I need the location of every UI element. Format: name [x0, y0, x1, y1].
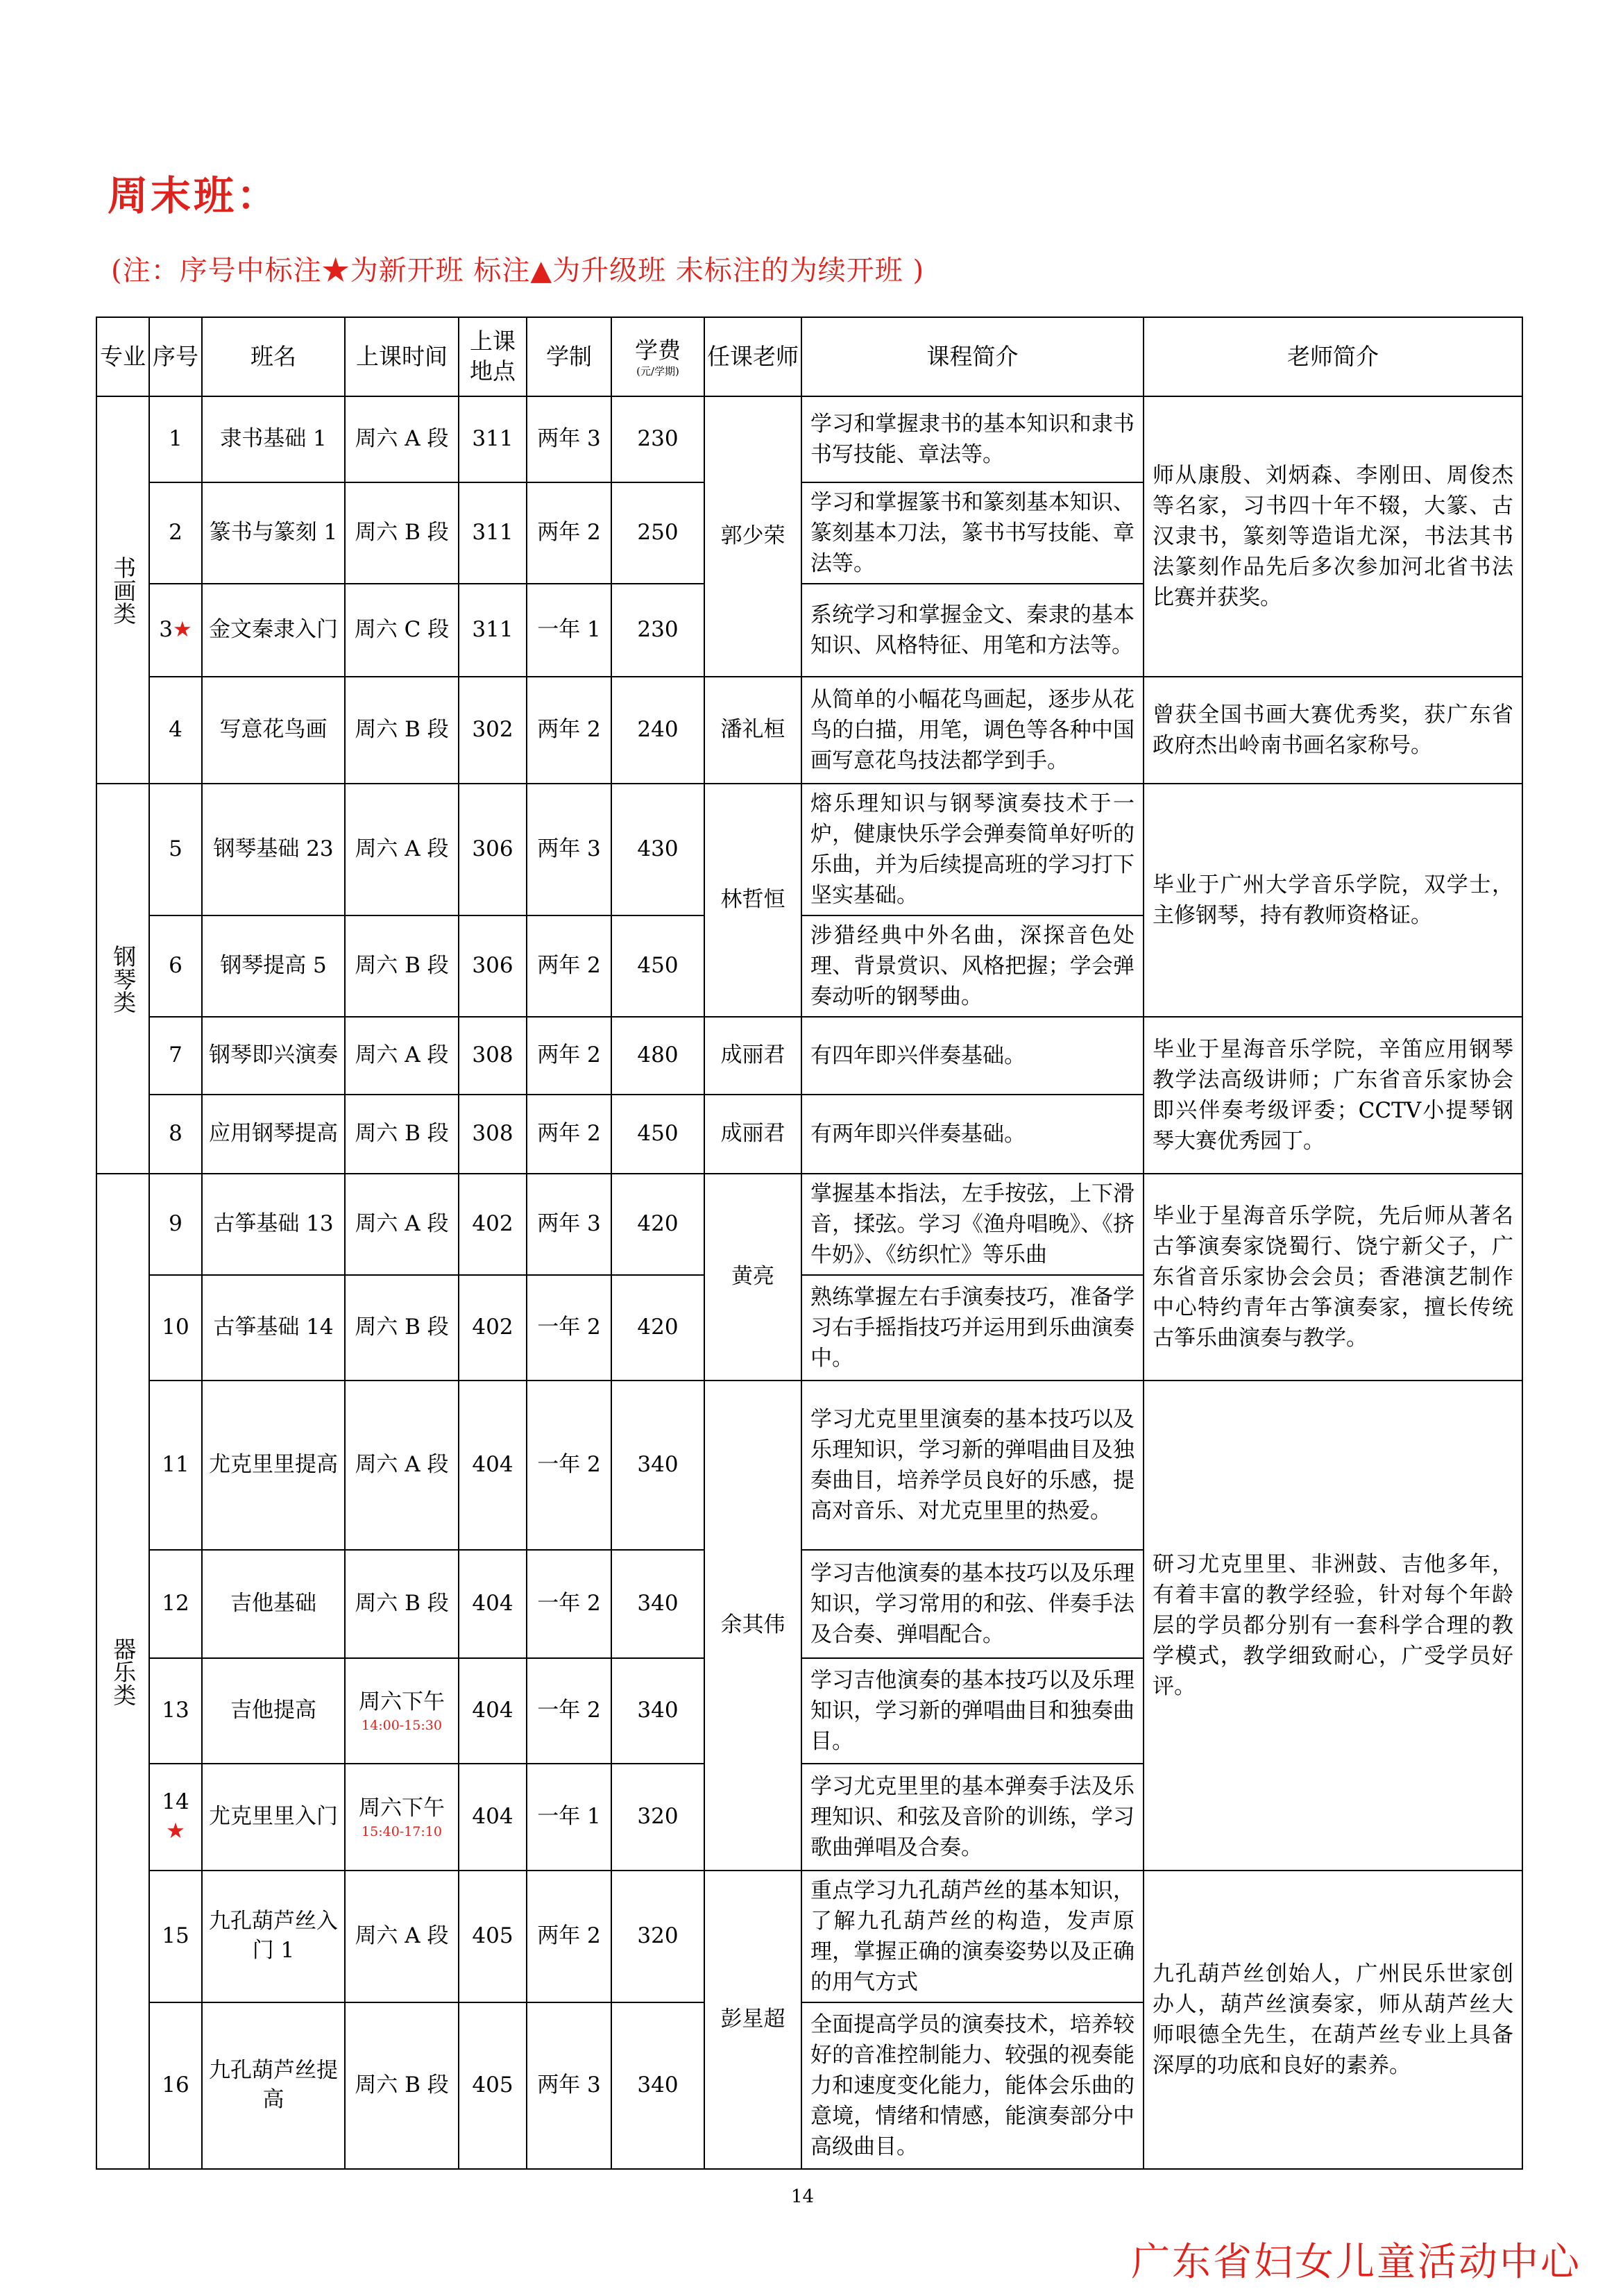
- organization-footer: 广东省妇女儿童活动中心: [1131, 2240, 1581, 2285]
- class-duration: 一年 2: [527, 1550, 611, 1658]
- class-time: 周六 B 段: [345, 1550, 459, 1658]
- table-row: [96, 1381, 1522, 1550]
- class-duration: 两年 3: [527, 396, 611, 482]
- class-time: 周六 C 段: [345, 584, 459, 677]
- course-intro: 重点学习九孔葫芦丝的基本知识，了解九孔葫芦丝的构造，发声原理，掌握正确的演奏姿势以及正确的用气方式: [801, 1871, 1144, 2002]
- class-fee: 230: [611, 396, 704, 482]
- row-no: 6: [149, 915, 202, 1017]
- class-room: 402: [459, 1174, 527, 1275]
- class-time: 周六 B 段: [345, 915, 459, 1017]
- course-intro: 掌握基本指法，左手按弦，上下滑音，揉弦。学习《渔舟唱晚》、《挤牛奶》、《纺织忙》等乐曲: [801, 1174, 1144, 1275]
- class-time: 周六 B 段: [345, 2002, 459, 2169]
- class-duration: 两年 2: [527, 915, 611, 1017]
- table-row: [96, 784, 1522, 915]
- header-course-intro: 课程简介: [801, 317, 1144, 396]
- row-no: 10: [149, 1275, 202, 1381]
- class-duration: 两年 3: [527, 1174, 611, 1275]
- teacher-intro: 研习尤克里里、非洲鼓、吉他多年，有着丰富的教学经验，针对每个年龄层的学员都分别有一套科学合理的教学模式，教学细致耐心，广受学员好评。: [1144, 1381, 1522, 1871]
- class-name: 篆书与篆刻 1: [202, 482, 345, 584]
- course-intro: 学习尤克里里演奏的基本技巧以及乐理知识，学习新的弹唱曲目及独奏曲目，培养学员良好的乐感，提高对音乐、对尤克里里的热爱。: [801, 1381, 1144, 1550]
- class-duration: 一年 1: [527, 584, 611, 677]
- class-duration: 两年 3: [527, 2002, 611, 2169]
- class-fee: 420: [611, 1275, 704, 1381]
- header-major: 专业: [96, 317, 149, 396]
- class-name: 应用钢琴提高: [202, 1095, 345, 1174]
- table-row: [96, 1174, 1522, 1275]
- teacher-intro: 师从康殷、刘炳森、李刚田、周俊杰等名家，习书四十年不辍，大篆、古汉隶书，篆刻等造诣尤深，书法其书法篆刻作品先后多次参加河北省书法比赛并获奖。: [1144, 396, 1522, 677]
- class-room: 404: [459, 1658, 527, 1764]
- teacher-name: 潘礼桓: [704, 677, 801, 784]
- class-name: 九孔葫芦丝提高: [202, 2002, 345, 2169]
- table-row: [96, 1017, 1522, 1095]
- class-time: 周六 B 段: [345, 482, 459, 584]
- header-no: 序号: [149, 317, 202, 396]
- class-fee: 240: [611, 677, 704, 784]
- class-name: 古筝基础 14: [202, 1275, 345, 1381]
- class-name: 尤克里里提高: [202, 1381, 345, 1550]
- class-duration: 一年 2: [527, 1381, 611, 1550]
- class-room: 308: [459, 1017, 527, 1095]
- teacher-name: 郭少荣: [704, 396, 801, 677]
- class-fee: 450: [611, 915, 704, 1017]
- page-title: 周末班：: [108, 172, 280, 219]
- row-no: 3★: [149, 584, 202, 677]
- class-time: 周六 A 段: [345, 1174, 459, 1275]
- class-fee: 340: [611, 1381, 704, 1550]
- course-intro: 全面提高学员的演奏技术，培养较好的音准控制能力、较强的视奏能力和速度变化能力，能体会乐曲的意境，情绪和情感，能演奏部分中高级曲目。: [801, 2002, 1144, 2169]
- row-no: 7: [149, 1017, 202, 1095]
- teacher-intro: 曾获全国书画大赛优秀奖，获广东省政府杰出岭南书画名家称号。: [1144, 677, 1522, 784]
- legend-note: (注：序号中标注★为新开班 标注▲为升级班 未标注的为续开班 ): [111, 255, 925, 287]
- class-fee: 320: [611, 1871, 704, 2002]
- class-fee: 340: [611, 1550, 704, 1658]
- class-fee: 340: [611, 1658, 704, 1764]
- teacher-intro: 毕业于广州大学音乐学院，双学士，主修钢琴，持有教师资格证。: [1144, 784, 1522, 1017]
- row-no: 14 ★: [149, 1764, 202, 1871]
- row-no: 1: [149, 396, 202, 482]
- class-name: 钢琴基础 23: [202, 784, 345, 915]
- course-intro: 学习吉他演奏的基本技巧以及乐理知识，学习常用的和弦、伴奏手法及合奏、弹唱配合。: [801, 1550, 1144, 1658]
- class-fee: 340: [611, 2002, 704, 2169]
- header-time: 上课时间: [345, 317, 459, 396]
- header-duration: 学制: [527, 317, 611, 396]
- class-name: 写意花鸟画: [202, 677, 345, 784]
- course-intro: 有四年即兴伴奏基础。: [801, 1017, 1144, 1095]
- teacher-intro: 毕业于星海音乐学院，先后师从著名古筝演奏家饶蜀行、饶宁新父子，广东省音乐家协会会员；香港演艺制作中心特约青年古筝演奏家，擅长传统古筝乐曲演奏与教学。: [1144, 1174, 1522, 1381]
- class-name: 古筝基础 13: [202, 1174, 345, 1275]
- class-room: 306: [459, 915, 527, 1017]
- class-duration: 两年 2: [527, 1095, 611, 1174]
- class-room: 308: [459, 1095, 527, 1174]
- class-name: 吉他提高: [202, 1658, 345, 1764]
- class-duration: 两年 3: [527, 784, 611, 915]
- course-intro: 学习尤克里里的基本弹奏手法及乐理知识、和弦及音阶的训练，学习歌曲弹唱及合奏。: [801, 1764, 1144, 1871]
- table-row: [96, 1871, 1522, 2002]
- course-intro: 学习吉他演奏的基本技巧以及乐理知识，学习新的弹唱曲目和独奏曲目。: [801, 1658, 1144, 1764]
- fee-unit: (元/学期): [636, 365, 679, 378]
- class-duration: 两年 2: [527, 482, 611, 584]
- class-room: 302: [459, 677, 527, 784]
- fee-label: 学费: [635, 336, 681, 364]
- teacher-name: 林哲恒: [704, 784, 801, 1017]
- page-number: 14: [791, 2186, 815, 2207]
- class-fee: 480: [611, 1017, 704, 1095]
- teacher-name: 彭星超: [704, 1871, 801, 2169]
- course-intro: 从简单的小幅花鸟画起，逐步从花鸟的白描，用笔，调色等各种中国画写意花鸟技法都学到手。: [801, 677, 1144, 784]
- row-no: 8: [149, 1095, 202, 1174]
- header-class-name: 班名: [202, 317, 345, 396]
- class-room: 404: [459, 1550, 527, 1658]
- class-duration: 两年 2: [527, 1871, 611, 2002]
- header-room: 上课地点: [459, 317, 527, 396]
- course-intro: 系统学习和掌握金文、秦隶的基本知识、风格特征、用笔和方法等。: [801, 584, 1144, 677]
- row-no: 9: [149, 1174, 202, 1275]
- class-room: 311: [459, 396, 527, 482]
- teacher-name: 成丽君: [704, 1095, 801, 1174]
- category-instruments: 器乐类: [96, 1174, 149, 2169]
- course-intro: 涉猎经典中外名曲，深探音色处理、背景赏识、风格把握；学会弹奏动听的钢琴曲。: [801, 915, 1144, 1017]
- teacher-name: 黄亮: [704, 1174, 801, 1381]
- class-name: 尤克里里入门: [202, 1764, 345, 1871]
- class-room: 405: [459, 2002, 527, 2169]
- table-row: [96, 396, 1522, 482]
- class-time: 周六 A 段: [345, 396, 459, 482]
- teacher-name: 成丽君: [704, 1017, 801, 1095]
- class-room: 405: [459, 1871, 527, 2002]
- teacher-intro: 毕业于星海音乐学院，辛笛应用钢琴教学法高级讲师；广东省音乐家协会即兴伴奏考级评委；CCTV小提琴钢琴大赛优秀园丁。: [1144, 1017, 1522, 1174]
- class-duration: 一年 1: [527, 1764, 611, 1871]
- course-intro: 熟练掌握左右手演奏技巧，准备学习右手摇指技巧并运用到乐曲演奏中。: [801, 1275, 1144, 1381]
- class-name: 钢琴即兴演奏: [202, 1017, 345, 1095]
- class-room: 402: [459, 1275, 527, 1381]
- class-duration: 一年 2: [527, 1275, 611, 1381]
- class-duration: 两年 2: [527, 677, 611, 784]
- row-no: 11: [149, 1381, 202, 1550]
- class-room: 404: [459, 1764, 527, 1871]
- row-no: 2: [149, 482, 202, 584]
- course-table: [96, 316, 1523, 2170]
- category-calligraphy: 书画类: [96, 396, 149, 784]
- row-no: 4: [149, 677, 202, 784]
- row-no: 13: [149, 1658, 202, 1764]
- class-name: 钢琴提高 5: [202, 915, 345, 1017]
- teacher-intro: 九孔葫芦丝创始人，广州民乐世家创办人，葫芦丝演奏家，师从葫芦丝大师哏德全先生，在葫芦丝专业上具备深厚的功底和良好的素养。: [1144, 1871, 1522, 2169]
- class-time: 周六 A 段: [345, 784, 459, 915]
- row-no: 16: [149, 2002, 202, 2169]
- class-name: 吉他基础: [202, 1550, 345, 1658]
- class-fee: 450: [611, 1095, 704, 1174]
- class-time: 周六 A 段: [345, 1017, 459, 1095]
- header-teacher: 任课老师: [704, 317, 801, 396]
- class-time: 周六下午 14:00-15:30: [345, 1658, 459, 1764]
- row-no: 5: [149, 784, 202, 915]
- class-fee: 320: [611, 1764, 704, 1871]
- class-fee: 430: [611, 784, 704, 915]
- class-time: 周六 B 段: [345, 677, 459, 784]
- class-room: 306: [459, 784, 527, 915]
- class-fee: 250: [611, 482, 704, 584]
- class-room: 311: [459, 482, 527, 584]
- class-time: 周六 B 段: [345, 1095, 459, 1174]
- row-no: 12: [149, 1550, 202, 1658]
- course-intro: 有两年即兴伴奏基础。: [801, 1095, 1144, 1174]
- header-teacher-intro: 老师简介: [1144, 317, 1522, 396]
- teacher-name: 余其伟: [704, 1381, 801, 1871]
- class-time: 周六 B 段: [345, 1275, 459, 1381]
- course-intro: 学习和掌握篆书和篆刻基本知识、篆刻基本刀法，篆书书写技能、章法等。: [801, 482, 1144, 584]
- course-intro: 熔乐理知识与钢琴演奏技术于一炉，健康快乐学会弹奏简单好听的乐曲，并为后续提高班的学习打下坚实基础。: [801, 784, 1144, 915]
- class-time: 周六下午 15:40-17:10: [345, 1764, 459, 1871]
- course-intro: 学习和掌握隶书的基本知识和隶书书写技能、章法等。: [801, 396, 1144, 482]
- header-row: [96, 317, 1522, 396]
- class-name: 隶书基础 1: [202, 396, 345, 482]
- class-duration: 两年 2: [527, 1017, 611, 1095]
- table-row: [96, 677, 1522, 784]
- class-name: 九孔葫芦丝入门 1: [202, 1871, 345, 2002]
- category-piano: 钢琴类: [96, 784, 149, 1174]
- class-time: 周六 A 段: [345, 1381, 459, 1550]
- row-no: 15: [149, 1871, 202, 2002]
- class-time: 周六 A 段: [345, 1871, 459, 2002]
- class-fee: 230: [611, 584, 704, 677]
- class-name: 金文秦隶入门: [202, 584, 345, 677]
- class-room: 311: [459, 584, 527, 677]
- header-fee: [611, 317, 704, 396]
- class-room: 404: [459, 1381, 527, 1550]
- class-duration: 一年 2: [527, 1658, 611, 1764]
- class-fee: 420: [611, 1174, 704, 1275]
